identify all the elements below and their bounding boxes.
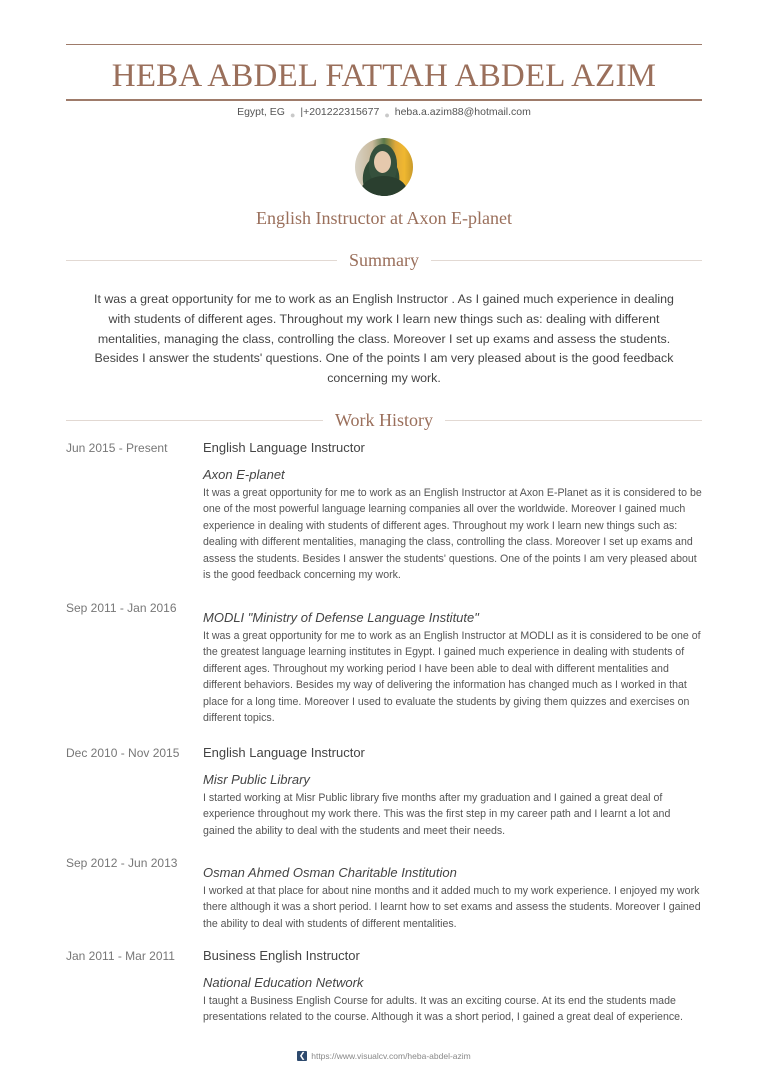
job-role: English Language Instructor <box>203 745 365 760</box>
job-description: It was a great opportunity for me to work as an English Instructor at MODLI as it is considered to be one of the greatest language learning institutes in Egypt. I gained much experience in dealing with students of different ages. Throughout my working period I have been able to deal with different mentalities and different behaviors. Besides my way of delivering the information has changed much as I worked in that place for a long time. Moreover I used to evaluate the students by giving them quizzes and exercises on different topics. <box>203 630 701 725</box>
header-bottom-rule <box>66 99 702 101</box>
divider-line <box>445 420 702 421</box>
summary-title: Summary <box>349 250 419 270</box>
footer-url-link[interactable]: https://www.visualcv.com/heba-abdel-azim <box>311 1051 471 1061</box>
divider-line <box>66 260 337 261</box>
job-role: Business English Instructor <box>203 948 360 963</box>
headline: English Instructor at Axon E-planet <box>256 208 512 228</box>
contact-location: Egypt, EG <box>237 106 285 118</box>
visualcv-icon: ❮ <box>298 1050 306 1060</box>
separator-dot-icon: ● <box>289 110 296 120</box>
footer <box>0 1050 768 1062</box>
job-date: Jan 2011 - Mar 2011 <box>66 949 175 963</box>
job-company: Axon E-planet <box>203 467 285 482</box>
divider-line <box>66 420 323 421</box>
avatar-shoulders <box>361 176 407 196</box>
separator-dot-icon: ● <box>384 110 390 120</box>
contact-phone[interactable]: |+201222315677 <box>300 106 380 118</box>
avatar <box>355 138 413 196</box>
job-content <box>203 610 703 726</box>
contact-line <box>66 105 702 119</box>
job-company: National Education Network <box>203 975 364 990</box>
avatar-face <box>374 151 391 173</box>
contact-email[interactable]: heba.a.azim88@hotmail.com <box>394 106 531 118</box>
job-content <box>203 948 703 1026</box>
job-content <box>203 440 703 583</box>
work-history-title: Work History <box>334 410 434 430</box>
summary-section-header <box>66 248 702 272</box>
work-history-section-header <box>66 408 702 432</box>
job-company: MODLI "Ministry of Defense Language Institute" <box>203 610 479 625</box>
job-company: Osman Ahmed Osman Charitable Institution <box>203 865 457 880</box>
job-content <box>203 745 703 839</box>
job-company: Misr Public Library <box>203 772 310 787</box>
job-description: It was a great opportunity for me to work as an English Instructor at Axon E-Planet as it is considered to be one of the most powerful language learning companies all over the worldwide. Moreover I gained much experience in dealing with students of different ages. Throughout my work I learn new things such as: dealing with different mentalities, managing the class, controlling the class. Moreover I set up exams and assess the students. Besides I answer the students' questions. One of the points I am very pleased about is the good feedback concerning my work. <box>203 487 702 582</box>
header-top-rule <box>66 44 702 45</box>
job-role: English Language Instructor <box>203 440 365 455</box>
job-date: Dec 2010 - Nov 2015 <box>66 746 180 760</box>
job-content <box>203 865 703 932</box>
divider-line <box>431 260 702 261</box>
job-description: I worked at that place for about nine months and it added much to my work experience. I enjoyed my work there although it was a short period. I learnt how to set exams and assess the students. Moreover I gained the ability to deal with students of different mentalities. <box>203 885 701 930</box>
job-date: Sep 2012 - Jun 2013 <box>66 856 178 870</box>
job-date: Jun 2015 - Present <box>66 441 168 455</box>
job-date: Sep 2011 - Jan 2016 <box>66 601 177 615</box>
job-description: I taught a Business English Course for adults. It was an exciting course. At its end the students made presentations related to the course. Although it was a short period, I gained a great deal of experience. <box>203 995 683 1024</box>
summary-text: It was a great opportunity for me to work as an English Instructor . As I gained much experience in dealing with students of different ages. Throughout my work I learn new things such as: dealing with different mentalities, managing the class, controlling the class. Moreover I set up exams and assess the students. Besides I answer the students' questions. One of the points I am very pleased about is the good feedback concerning my work. <box>94 292 674 386</box>
candidate-name: HEBA ABDEL FATTAH ABDEL AZIM <box>111 58 657 94</box>
job-description: I started working at Misr Public library five months after my graduation and I gained a great deal of experience throughout my work there. This was the first step in my career path and I learnt a lot and gained the ability to deal with the students and meet their needs. <box>203 792 671 837</box>
